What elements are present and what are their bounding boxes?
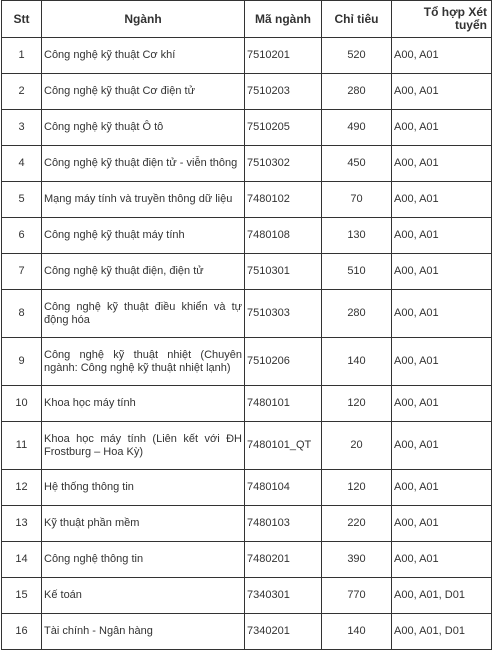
row-stt: 3 [2,110,42,146]
row-to-hop: A00, A01 [392,254,492,290]
row-chi-tieu: 140 [322,338,392,386]
row-to-hop: A00, A01, D01 [392,614,492,650]
row-ma-nganh: 7480108 [245,218,322,254]
row-to-hop: A00, A01 [392,338,492,386]
row-ma-nganh: 7480101 [245,386,322,422]
row-chi-tieu: 280 [322,74,392,110]
row-to-hop: A00, A01 [392,290,492,338]
table-body [2,38,492,650]
row-nganh: Công nghệ kỹ thuật điện tử - viễn thông [42,146,245,182]
table-row [2,110,492,146]
row-stt: 7 [2,254,42,290]
row-chi-tieu: 140 [322,614,392,650]
table-row [2,338,492,386]
row-chi-tieu: 520 [322,38,392,74]
row-stt: 8 [2,290,42,338]
row-stt: 5 [2,182,42,218]
row-nganh: Công nghệ kỹ thuật nhiệt (Chuyên ngành: Công nghệ kỹ thuật nhiệt lạnh) [42,338,245,386]
row-chi-tieu: 220 [322,506,392,542]
table-row [2,578,492,614]
row-to-hop: A00, A01 [392,74,492,110]
row-nganh: Mạng máy tính và truyền thông dữ liệu [42,182,245,218]
row-nganh: Công nghệ kỹ thuật điện, điện tử [42,254,245,290]
row-stt: 12 [2,470,42,506]
row-stt: 11 [2,422,42,470]
table-row [2,386,492,422]
row-stt: 13 [2,506,42,542]
header-ma-nganh: Mã ngành [245,1,322,38]
table-row [2,614,492,650]
row-ma-nganh: 7510302 [245,146,322,182]
header-row [2,1,492,38]
row-nganh: Kỹ thuật phần mềm [42,506,245,542]
table-row [2,506,492,542]
table-row [2,290,492,338]
row-stt: 2 [2,74,42,110]
row-to-hop: A00, A01 [392,470,492,506]
row-to-hop: A00, A01, D01 [392,578,492,614]
row-chi-tieu: 130 [322,218,392,254]
row-to-hop: A00, A01 [392,386,492,422]
row-to-hop: A00, A01 [392,38,492,74]
row-ma-nganh: 7340201 [245,614,322,650]
row-chi-tieu: 120 [322,470,392,506]
row-chi-tieu: 770 [322,578,392,614]
row-nganh: Công nghệ kỹ thuật điều khiển và tự động hóa [42,290,245,338]
row-chi-tieu: 450 [322,146,392,182]
table-row [2,470,492,506]
row-ma-nganh: 7510301 [245,254,322,290]
row-nganh: Hệ thống thông tin [42,470,245,506]
table-row [2,74,492,110]
row-nganh: Công nghệ kỹ thuật Ô tô [42,110,245,146]
table-row [2,422,492,470]
row-ma-nganh: 7510205 [245,110,322,146]
table-row [2,38,492,74]
row-chi-tieu: 70 [322,182,392,218]
row-to-hop: A00, A01 [392,218,492,254]
row-ma-nganh: 7510203 [245,74,322,110]
header-chi-tieu: Chỉ tiêu [322,1,392,38]
header-nganh: Ngành [42,1,245,38]
row-ma-nganh: 7480104 [245,470,322,506]
row-nganh: Công nghệ thông tin [42,542,245,578]
admission-table [1,0,492,650]
header-to-hop: Tổ hợp Xét tuyển [392,1,492,38]
row-nganh: Công nghệ kỹ thuật Cơ khí [42,38,245,74]
row-stt: 6 [2,218,42,254]
table-row [2,182,492,218]
row-chi-tieu: 120 [322,386,392,422]
row-nganh: Công nghệ kỹ thuật máy tính [42,218,245,254]
row-stt: 16 [2,614,42,650]
row-ma-nganh: 7510303 [245,290,322,338]
row-nganh: Kế toán [42,578,245,614]
table-row [2,218,492,254]
row-ma-nganh: 7510206 [245,338,322,386]
row-stt: 4 [2,146,42,182]
row-stt: 9 [2,338,42,386]
row-ma-nganh: 7510201 [245,38,322,74]
row-to-hop: A00, A01 [392,542,492,578]
row-to-hop: A00, A01 [392,422,492,470]
table-row [2,254,492,290]
row-to-hop: A00, A01 [392,506,492,542]
row-ma-nganh: 7480102 [245,182,322,218]
header-stt: Stt [2,1,42,38]
row-nganh: Công nghệ kỹ thuật Cơ điện tử [42,74,245,110]
row-to-hop: A00, A01 [392,146,492,182]
row-to-hop: A00, A01 [392,182,492,218]
row-chi-tieu: 280 [322,290,392,338]
table-row [2,542,492,578]
row-to-hop: A00, A01 [392,110,492,146]
row-ma-nganh: 7480201 [245,542,322,578]
row-stt: 10 [2,386,42,422]
row-chi-tieu: 390 [322,542,392,578]
row-stt: 14 [2,542,42,578]
row-chi-tieu: 490 [322,110,392,146]
row-chi-tieu: 510 [322,254,392,290]
row-nganh: Khoa học máy tính [42,386,245,422]
row-stt: 15 [2,578,42,614]
row-ma-nganh: 7480101_QT [245,422,322,470]
row-ma-nganh: 7340301 [245,578,322,614]
row-stt: 1 [2,38,42,74]
row-chi-tieu: 20 [322,422,392,470]
row-nganh: Tài chính - Ngân hàng [42,614,245,650]
row-nganh: Khoa học máy tính (Liên kết với ĐH Frostburg – Hoa Kỳ) [42,422,245,470]
table-row [2,146,492,182]
row-ma-nganh: 7480103 [245,506,322,542]
